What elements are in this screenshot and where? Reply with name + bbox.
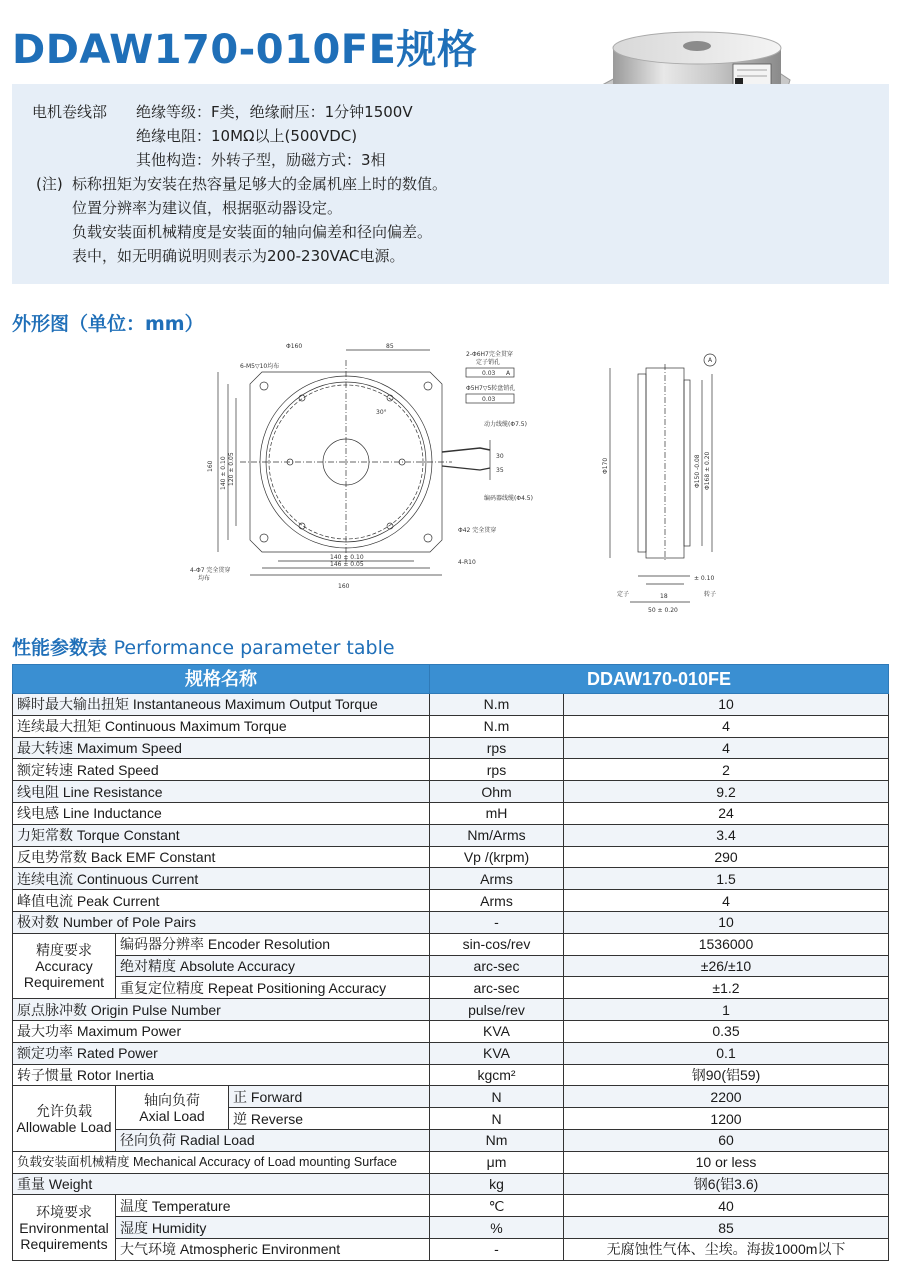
table-row: 重量 Weight kg 钢6(铝3.6) xyxy=(13,1173,889,1195)
table-row: 大气环境 Atmospheric Environment - 无腐蚀性气体、尘埃。海拔1000m以下 xyxy=(13,1238,889,1260)
dim-s18: 18 xyxy=(660,593,668,600)
datum-a: A xyxy=(506,370,511,377)
dim-holes7: 4-Φ7 完全贯穿 xyxy=(190,567,231,574)
table-row: 反电势常数 Back EMF Constant Vp /(krpm) 290 xyxy=(13,846,889,868)
cable-encoder: 编码器线缆(Φ4.5) xyxy=(484,495,533,502)
table-row: 峰值电流 Peak Current Arms 4 xyxy=(13,890,889,912)
dim-w140: 140 ± 0.10 xyxy=(330,554,364,561)
table-row: 额定功率 Rated Power KVA 0.1 xyxy=(13,1042,889,1064)
dim-sd168: Φ168 ± 0.20 xyxy=(704,451,711,490)
dim-d160: Φ160 xyxy=(286,343,303,350)
dim-v160: 160 xyxy=(207,460,214,472)
page-title: DDAW170-010FE规格 xyxy=(12,27,478,73)
accuracy-group-label: 精度要求 Accuracy Requirement xyxy=(13,933,116,998)
table-row: 最大转速 Maximum Speed rps 4 xyxy=(13,737,889,759)
perf-title-en: Performance parameter table xyxy=(113,637,395,659)
insulation-resistance: 绝缘电阻：10MΩ以上(500VDC) xyxy=(136,127,358,145)
motor-winding-label: 电机卷线部 xyxy=(32,103,108,121)
table-row: 最大功率 Maximum Power KVA 0.35 xyxy=(13,1020,889,1042)
note-3: 负载安装面机械精度是安装面的轴向偏差和径向偏差。 xyxy=(72,223,433,241)
table-row: 瞬时最大输出扭矩 Instantaneous Maximum Output Torque N.m 10 xyxy=(13,694,889,716)
cable-power: 动力线缆(Φ7.5) xyxy=(484,421,527,428)
table-row: 极对数 Number of Pole Pairs - 10 xyxy=(13,911,889,933)
environment-group-label: 环境要求 Environmental Requirements xyxy=(13,1195,116,1260)
dim-tol2: 0.03 xyxy=(482,396,496,403)
allowable-load-group-label: 允许负载 Allowable Load xyxy=(13,1086,116,1151)
note-prefix: (注) xyxy=(36,175,63,193)
notes-panel xyxy=(12,84,889,284)
table-row: 湿度 Humidity % 85 xyxy=(13,1217,889,1239)
note-2: 位置分辨率为建议值，根据驱动器设定。 xyxy=(72,199,343,217)
dim-s010: ± 0.10 xyxy=(694,575,715,582)
dim-85: 85 xyxy=(386,343,394,350)
performance-table xyxy=(12,664,889,1261)
dim-tol1: 0.03 xyxy=(482,370,496,377)
table-row: 转子惯量 Rotor Inertia kgcm² 钢90(铝59) xyxy=(13,1064,889,1086)
dim-stator: 定子 xyxy=(617,591,630,598)
dim-hole5h7: Φ5H7▽5转盘销孔 xyxy=(466,385,516,392)
dim-rotor: 转子 xyxy=(704,591,717,598)
header-model: DDAW170-010FE xyxy=(430,665,889,694)
dim-sd170: Φ170 xyxy=(602,457,609,474)
other-structure: 其他构造：外转子型，励磁方式：3相 xyxy=(136,151,386,169)
table-row: 逆 Reverse N 1200 xyxy=(13,1108,889,1130)
table-row: 力矩常数 Torque Constant Nm/Arms 3.4 xyxy=(13,824,889,846)
note-1: 标称扭矩为安装在热容量足够大的金属机座上时的数值。 xyxy=(72,175,448,193)
dim-v120: 120 ± 0.05 xyxy=(228,452,235,486)
perf-title-cn: 性能参数表 xyxy=(12,637,108,659)
dim-m5: 6-M5▽10均布 xyxy=(240,363,280,370)
note-4: 表中，如无明确说明则表示为200-230VAC电源。 xyxy=(72,247,405,265)
table-row: 精度要求 Accuracy Requirement 编码器分辨率 Encoder Resolution sin-cos/rev 1536000 xyxy=(13,933,889,955)
table-row: 允许负载 Allowable Load 轴向负荷 Axial Load 正 Forward N 2200 xyxy=(13,1086,889,1108)
table-row: 连续电流 Continuous Current Arms 1.5 xyxy=(13,868,889,890)
dim-r10: 4-R10 xyxy=(458,559,476,566)
table-row: 线电阻 Line Resistance Ohm 9.2 xyxy=(13,781,889,803)
table-row: 线电感 Line Inductance mH 24 xyxy=(13,802,889,824)
table-row: 原点脉冲数 Origin Pulse Number pulse/rev 1 xyxy=(13,999,889,1021)
dim-sd150: Φ150 -0.08 xyxy=(694,454,701,488)
dim-v140: 140 ± 0.10 xyxy=(220,456,227,490)
dim-v30: 30 xyxy=(496,453,504,460)
perf-title xyxy=(12,633,395,660)
dim-holes7-even: 均布 xyxy=(198,575,211,582)
table-row: 环境要求 Environmental Requirements 温度 Temperature ℃ 40 xyxy=(13,1195,889,1217)
axial-load-group-label: 轴向负荷 Axial Load xyxy=(116,1086,229,1130)
table-row: 绝对精度 Absolute Accuracy arc-sec ±26/±10 xyxy=(13,955,889,977)
datum-a-side: A xyxy=(708,357,713,364)
dim-hole6h7-pin: 定子销孔 xyxy=(476,359,501,366)
dim-hole6h7: 2-Φ6H7完全贯穿 xyxy=(466,351,513,358)
dim-angle: 30° xyxy=(376,409,387,416)
dim-w160: 160 xyxy=(338,583,350,590)
dim-s50: 50 ± 0.20 xyxy=(648,607,678,614)
table-row: 连续最大扭矩 Continuous Maximum Torque N.m 4 xyxy=(13,715,889,737)
outline-drawing xyxy=(190,340,750,620)
dim-w146: 146 ± 0.05 xyxy=(330,561,364,568)
outline-title: 外形图（单位：mm） xyxy=(12,313,204,335)
insulation-class: 绝缘等级：F类，绝缘耐压：1分钟1500V xyxy=(136,103,413,121)
table-row: 额定转速 Rated Speed rps 2 xyxy=(13,759,889,781)
table-row: 重复定位精度 Repeat Positioning Accuracy arc-sec ±1.2 xyxy=(13,977,889,999)
dim-v35: 35 xyxy=(496,467,504,474)
table-row: 负载安装面机械精度 Mechanical Accuracy of Load mounting Surface μm 10 or less xyxy=(13,1151,889,1173)
table-row: 径向负荷 Radial Load Nm 60 xyxy=(13,1129,889,1151)
dim-d42: Φ42 完全贯穿 xyxy=(458,527,497,534)
header-spec-name: 规格名称 xyxy=(13,665,430,694)
